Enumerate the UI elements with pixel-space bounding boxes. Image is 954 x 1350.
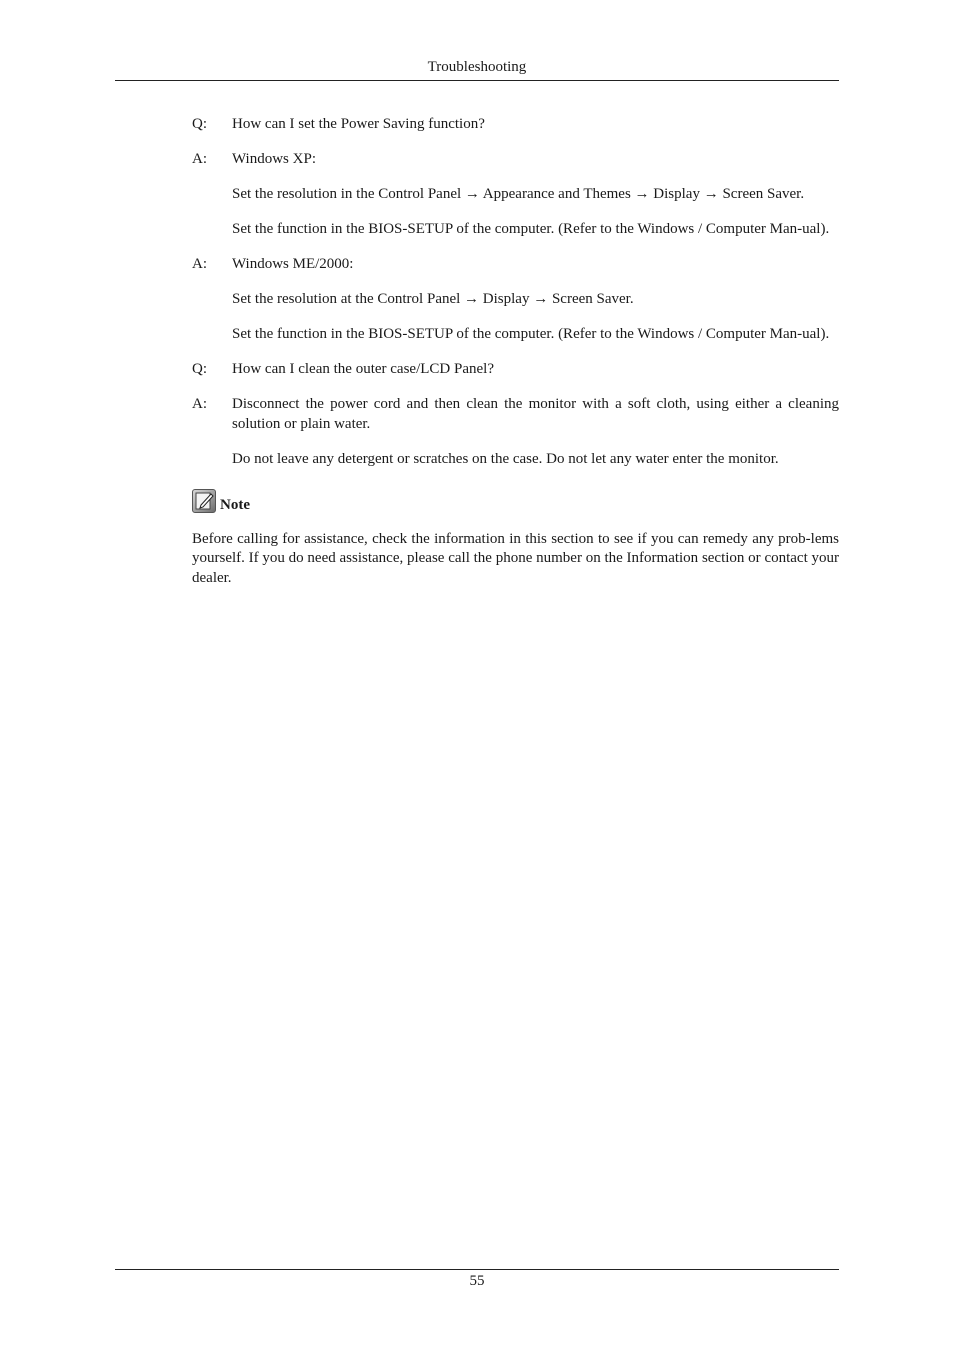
qa-text: Disconnect the power cord and then clean the monitor with a soft cloth, using either a cleaning solution or plain water. xyxy=(232,396,839,432)
answer-windows-xp xyxy=(192,150,839,170)
header-rule xyxy=(115,80,839,81)
answer-detail: Set the resolution in the Control Panel → Appearance and Themes → Display → Screen Saver. xyxy=(232,186,805,202)
page-content xyxy=(192,115,839,589)
answer-detail: Set the function in the BIOS-SETUP of the computer. (Refer to the Windows / Computer Man-ual). xyxy=(232,326,830,342)
qa-label: A: xyxy=(192,256,207,272)
qa-label: A: xyxy=(192,151,207,167)
qa-text: How can I clean the outer case/LCD Panel? xyxy=(232,361,494,377)
question-power-saving xyxy=(192,115,839,135)
footer-rule xyxy=(115,1269,839,1270)
answer-windows-me-2000 xyxy=(192,255,839,275)
qa-label: A: xyxy=(192,396,207,412)
qa-text: How can I set the Power Saving function? xyxy=(232,116,485,132)
note-pencil-icon xyxy=(192,489,216,513)
note-label: Note xyxy=(220,496,250,513)
qa-label: Q: xyxy=(192,361,207,377)
question-clean-case xyxy=(192,360,839,380)
answer-detail: Set the resolution at the Control Panel → Display → Screen Saver. xyxy=(232,291,634,307)
qa-text: Windows ME/2000: xyxy=(232,256,354,272)
qa-text: Windows XP: xyxy=(232,151,316,167)
answer-clean-case xyxy=(192,395,839,434)
note-body: Before calling for assistance, check the information in this section to see if you can remedy any prob-lems yourself. If you do need assistance, please call the phone number on the Information section or contact your dealer. xyxy=(192,530,839,587)
running-header: Troubleshooting xyxy=(427,59,527,75)
answer-detail: Do not leave any detergent or scratches on the case. Do not let any water enter the monitor. xyxy=(232,450,779,467)
page-number: 55 xyxy=(469,1273,485,1289)
note-heading xyxy=(192,485,839,513)
qa-label: Q: xyxy=(192,116,207,132)
answer-detail: Set the function in the BIOS-SETUP of the computer. (Refer to the Windows / Computer Man-ual). xyxy=(232,221,830,237)
